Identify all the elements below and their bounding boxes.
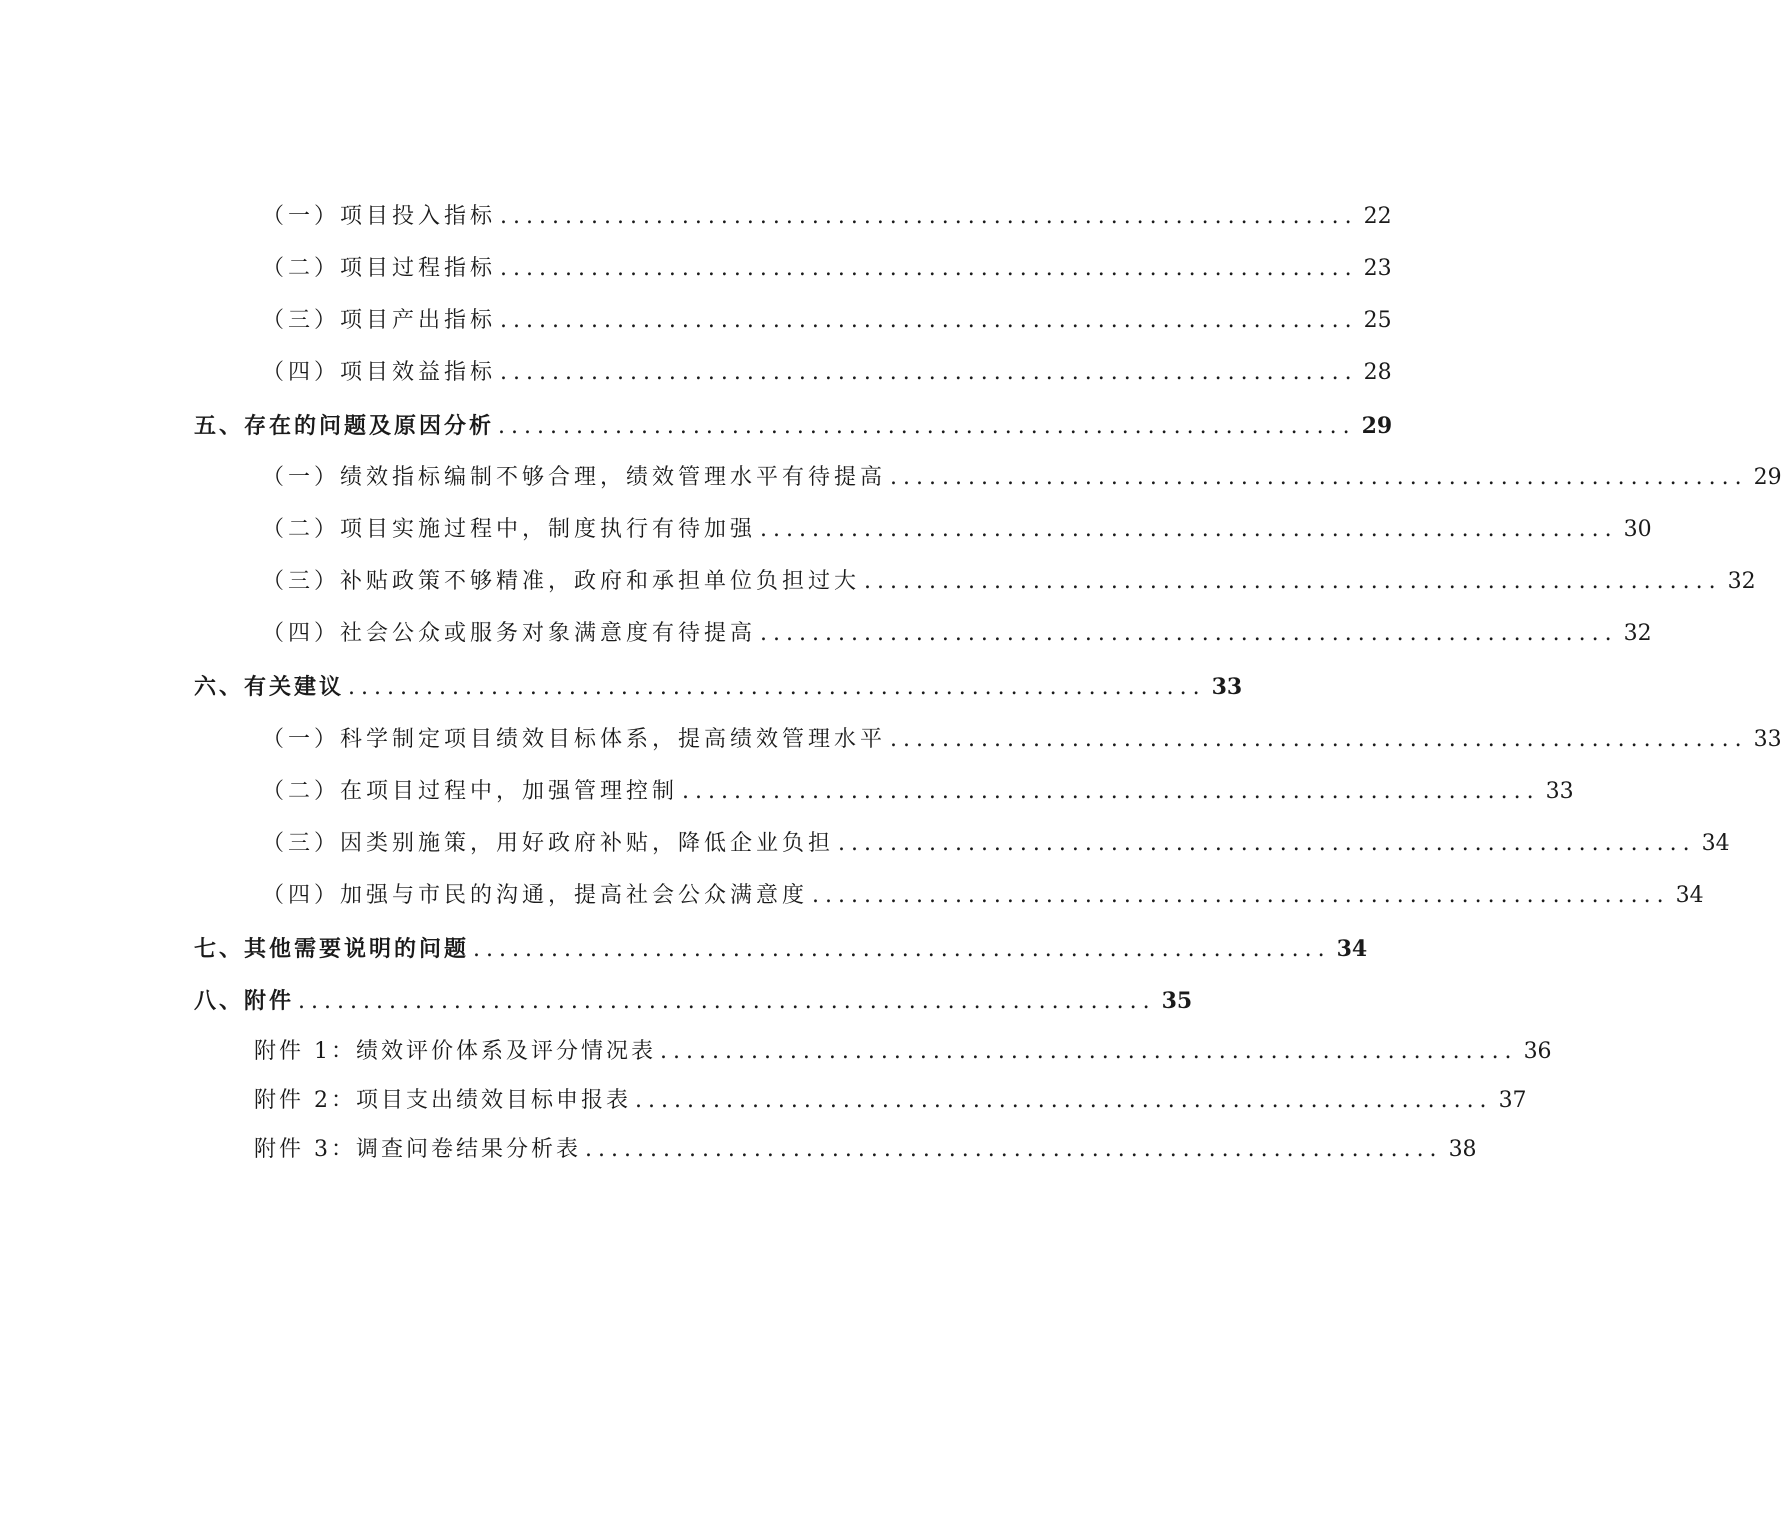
toc-entry[interactable] [262, 306, 1392, 336]
toc-entry[interactable] [262, 254, 1392, 284]
toc-entry-page: 33 [1545, 779, 1574, 804]
toc-entry-page: 33 [1211, 674, 1243, 700]
toc-leader-dots: .................................................................. [890, 727, 1748, 752]
toc-entry-title: （二）项目实施过程中，制度执行有待加强 [262, 517, 757, 542]
toc-leader-dots: .................................................................. [812, 883, 1670, 908]
toc-entry-title: 七、其他需要说明的问题 [194, 936, 470, 962]
toc-leader-dots: .................................................................. [682, 779, 1540, 804]
toc-entry-page: 25 [1363, 308, 1392, 333]
toc-entry-page: 23 [1363, 256, 1392, 281]
toc-entry[interactable] [262, 463, 1782, 493]
toc-entry-section[interactable] [194, 986, 1193, 1016]
toc-entry-title: 八、附件 [194, 988, 295, 1014]
toc-entry[interactable] [262, 725, 1782, 755]
toc-entry-page: 33 [1753, 727, 1782, 752]
toc-entry-page: 35 [1161, 988, 1193, 1014]
toc-leader-dots: .................................................................. [348, 675, 1206, 700]
toc-leader-dots: .................................................................. [500, 308, 1358, 333]
toc-leader-dots: .................................................................. [890, 465, 1748, 490]
toc-entry-page: 29 [1361, 413, 1393, 439]
toc-entry-title: （一）项目投入指标 [262, 204, 497, 229]
toc-entry-title: （三）因类别施策，用好政府补贴，降低企业负担 [262, 831, 835, 856]
toc-leader-dots: .................................................................. [585, 1137, 1443, 1162]
toc-leader-dots: .................................................................. [500, 360, 1358, 385]
toc-entry[interactable] [262, 881, 1704, 911]
toc-entry-title: （四）加强与市民的沟通，提高社会公众满意度 [262, 883, 809, 908]
toc-entry-page: 34 [1701, 831, 1730, 856]
toc-entry-title: 附件 2：项目支出绩效目标申报表 [254, 1088, 631, 1113]
toc-entry[interactable] [262, 515, 1652, 545]
toc-entry-page: 32 [1623, 621, 1652, 646]
toc-entry-page: 30 [1623, 517, 1652, 542]
toc-entry-page: 29 [1753, 465, 1782, 490]
toc-leader-dots: .................................................................. [635, 1088, 1493, 1113]
toc-entry-title: 六、有关建议 [194, 674, 345, 700]
toc-entry-page: 36 [1523, 1039, 1552, 1064]
toc-leader-dots: .................................................................. [760, 621, 1618, 646]
toc-entry[interactable] [262, 202, 1392, 232]
toc-entry-page: 38 [1448, 1137, 1477, 1162]
toc-entry-title: 附件 1：绩效评价体系及评分情况表 [254, 1039, 656, 1064]
toc-entry[interactable] [262, 829, 1730, 859]
toc-entry-title: （一）科学制定项目绩效目标体系，提高绩效管理水平 [262, 727, 887, 752]
toc-entry-page: 28 [1363, 360, 1392, 385]
toc-entry-section[interactable] [194, 672, 1243, 702]
toc-entry[interactable] [262, 777, 1574, 807]
toc-entry-title: （三）补贴政策不够精准，政府和承担单位负担过大 [262, 569, 861, 594]
toc-entry-title: （二）在项目过程中，加强管理控制 [262, 779, 679, 804]
toc-entry-title: （二）项目过程指标 [262, 256, 497, 281]
toc-entry-attachment[interactable] [254, 1037, 1552, 1067]
toc-entry-page: 32 [1727, 569, 1756, 594]
toc-leader-dots: .................................................................. [660, 1039, 1518, 1064]
toc-entry-page: 34 [1675, 883, 1704, 908]
toc-leader-dots: .................................................................. [838, 831, 1696, 856]
toc-entry-section[interactable] [194, 411, 1393, 441]
toc-entry-page: 34 [1336, 936, 1368, 962]
toc-leader-dots: .................................................................. [760, 517, 1618, 542]
toc-entry[interactable] [262, 358, 1392, 388]
toc-entry-page: 22 [1363, 204, 1392, 229]
toc-leader-dots: .................................................................. [498, 414, 1356, 439]
toc-leader-dots: .................................................................. [500, 256, 1358, 281]
toc-leader-dots: .................................................................. [864, 569, 1722, 594]
toc-entry-title: 五、存在的问题及原因分析 [194, 413, 495, 439]
toc-leader-dots: .................................................................. [298, 989, 1156, 1014]
toc-entry[interactable] [262, 567, 1756, 597]
toc-entry-section[interactable] [194, 934, 1368, 964]
toc-leader-dots: .................................................................. [500, 204, 1358, 229]
toc-entry-attachment[interactable] [254, 1135, 1477, 1165]
toc-entry-title: （一）绩效指标编制不够合理，绩效管理水平有待提高 [262, 465, 887, 490]
toc-entry-title: （四）项目效益指标 [262, 360, 497, 385]
toc-entry-attachment[interactable] [254, 1086, 1527, 1116]
toc-entry-page: 37 [1498, 1088, 1527, 1113]
toc-leader-dots: .................................................................. [473, 937, 1331, 962]
toc-entry-title: （三）项目产出指标 [262, 308, 497, 333]
toc-entry-title: 附件 3：调查问卷结果分析表 [254, 1137, 581, 1162]
toc-entry-title: （四）社会公众或服务对象满意度有待提高 [262, 621, 757, 646]
toc-entry[interactable] [262, 619, 1652, 649]
